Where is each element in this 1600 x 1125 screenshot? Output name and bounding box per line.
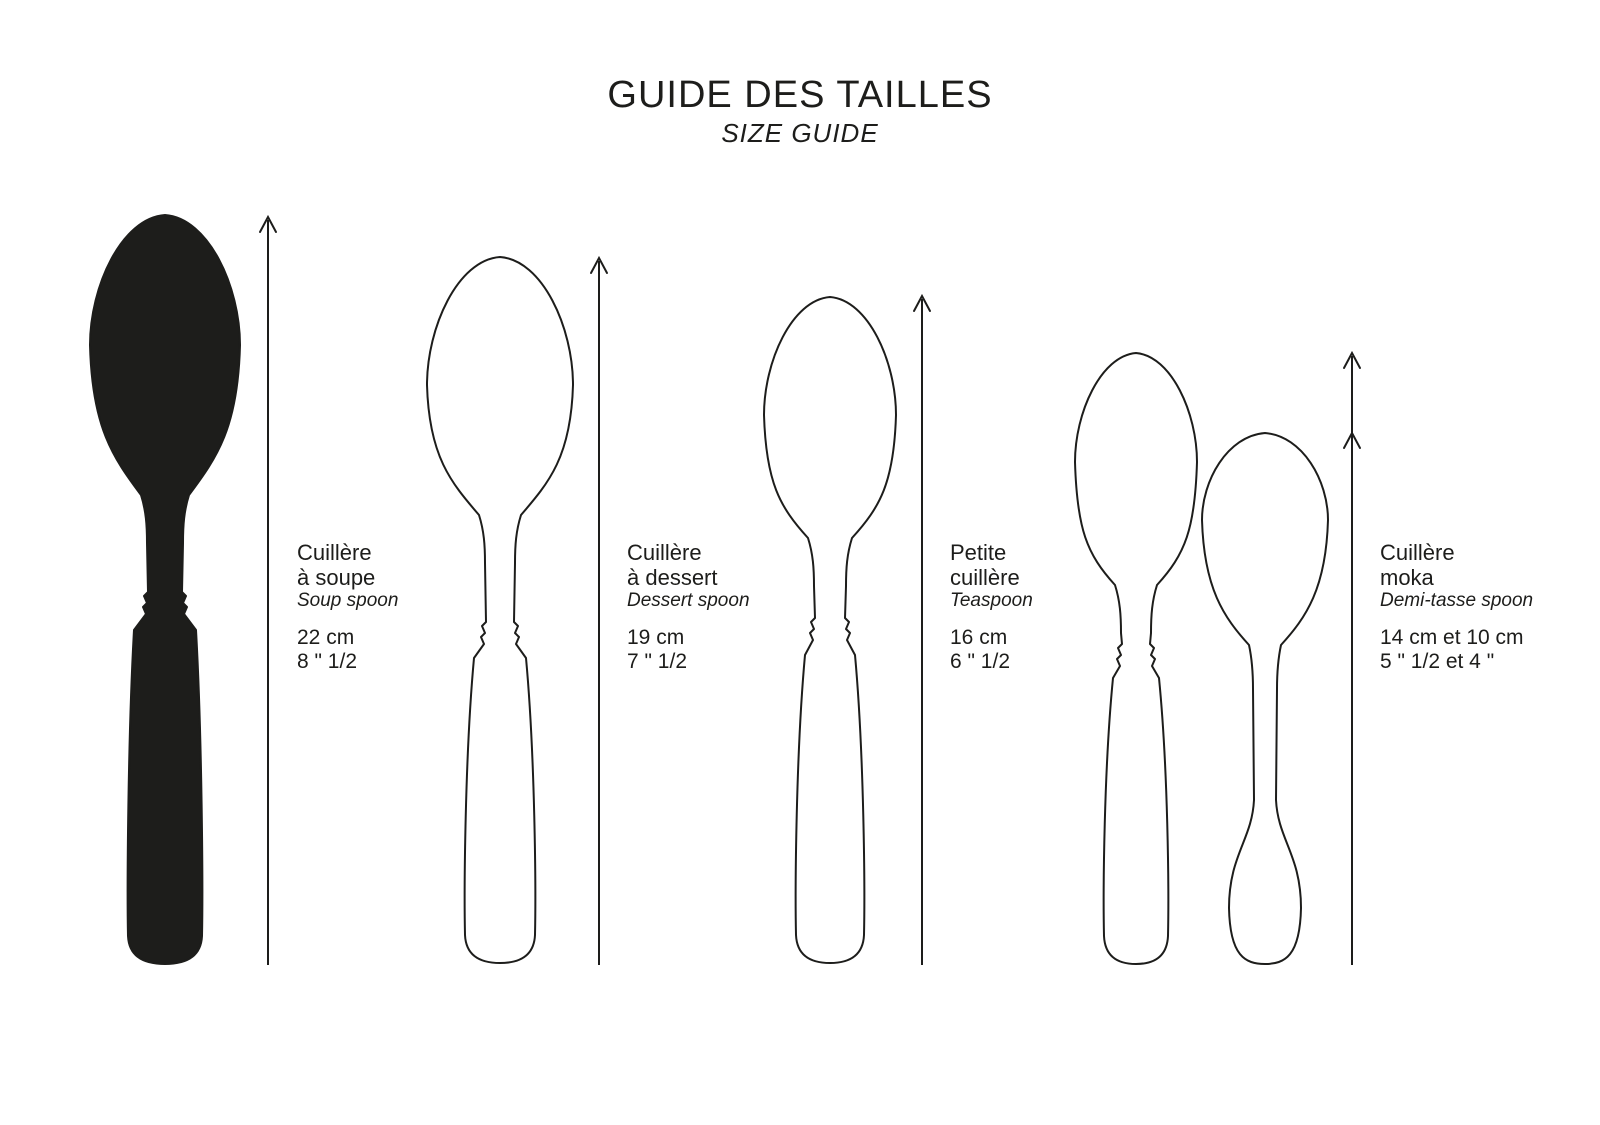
dessert-spoon-size-inch: 7 " 1/2 (627, 650, 687, 673)
teaspoon-height-arrow (914, 296, 930, 965)
dessert-spoon-height-arrow (591, 258, 607, 965)
soup-spoon-name-line2: à soupe (297, 565, 376, 590)
moka-spoon-size-cm: 14 cm et 10 cm (1380, 626, 1524, 649)
dessert-spoon-name-line1: Cuillère (627, 540, 702, 565)
moka-spoon-height-arrow (1344, 353, 1360, 965)
moka-spoon-name-line1: Cuillère (1380, 540, 1455, 565)
soup-spoon-silhouette (90, 215, 240, 964)
teaspoon-name-line1: Petite (950, 540, 1007, 565)
soup-spoon-label (297, 540, 517, 674)
soup-spoon-size-inch: 8 " 1/2 (297, 650, 357, 673)
moka-spoon-label (1380, 540, 1600, 674)
page-subtitle: SIZE GUIDE (721, 118, 879, 148)
teaspoon-english-name: Teaspoon (950, 590, 1033, 611)
moka-spoon-name-line2: moka (1380, 565, 1434, 590)
page-title: GUIDE DES TAILLES (607, 74, 993, 116)
soup-spoon-height-arrow (260, 217, 276, 965)
dessert-spoon-label (627, 540, 847, 674)
dessert-spoon-size-cm: 19 cm (627, 626, 685, 649)
soup-spoon-english-name: Soup spoon (297, 590, 399, 611)
soup-spoon-name-line1: Cuillère (297, 540, 372, 565)
moka-spoon-english-name: Demi-tasse spoon (1380, 590, 1534, 611)
teaspoon-size-inch: 6 " 1/2 (950, 650, 1010, 673)
teaspoon-name-line2: cuillère (950, 565, 1020, 590)
dessert-spoon-name-line2: à dessert (627, 565, 718, 590)
moka-spoon-10cm-outline (1202, 433, 1328, 964)
teaspoon-label (950, 540, 1170, 674)
soup-spoon-size-cm: 22 cm (297, 626, 355, 649)
teaspoon-size-cm: 16 cm (950, 626, 1008, 649)
moka-spoon-size-inch: 5 " 1/2 et 4 " (1380, 650, 1495, 673)
dessert-spoon-english-name: Dessert spoon (627, 590, 750, 611)
